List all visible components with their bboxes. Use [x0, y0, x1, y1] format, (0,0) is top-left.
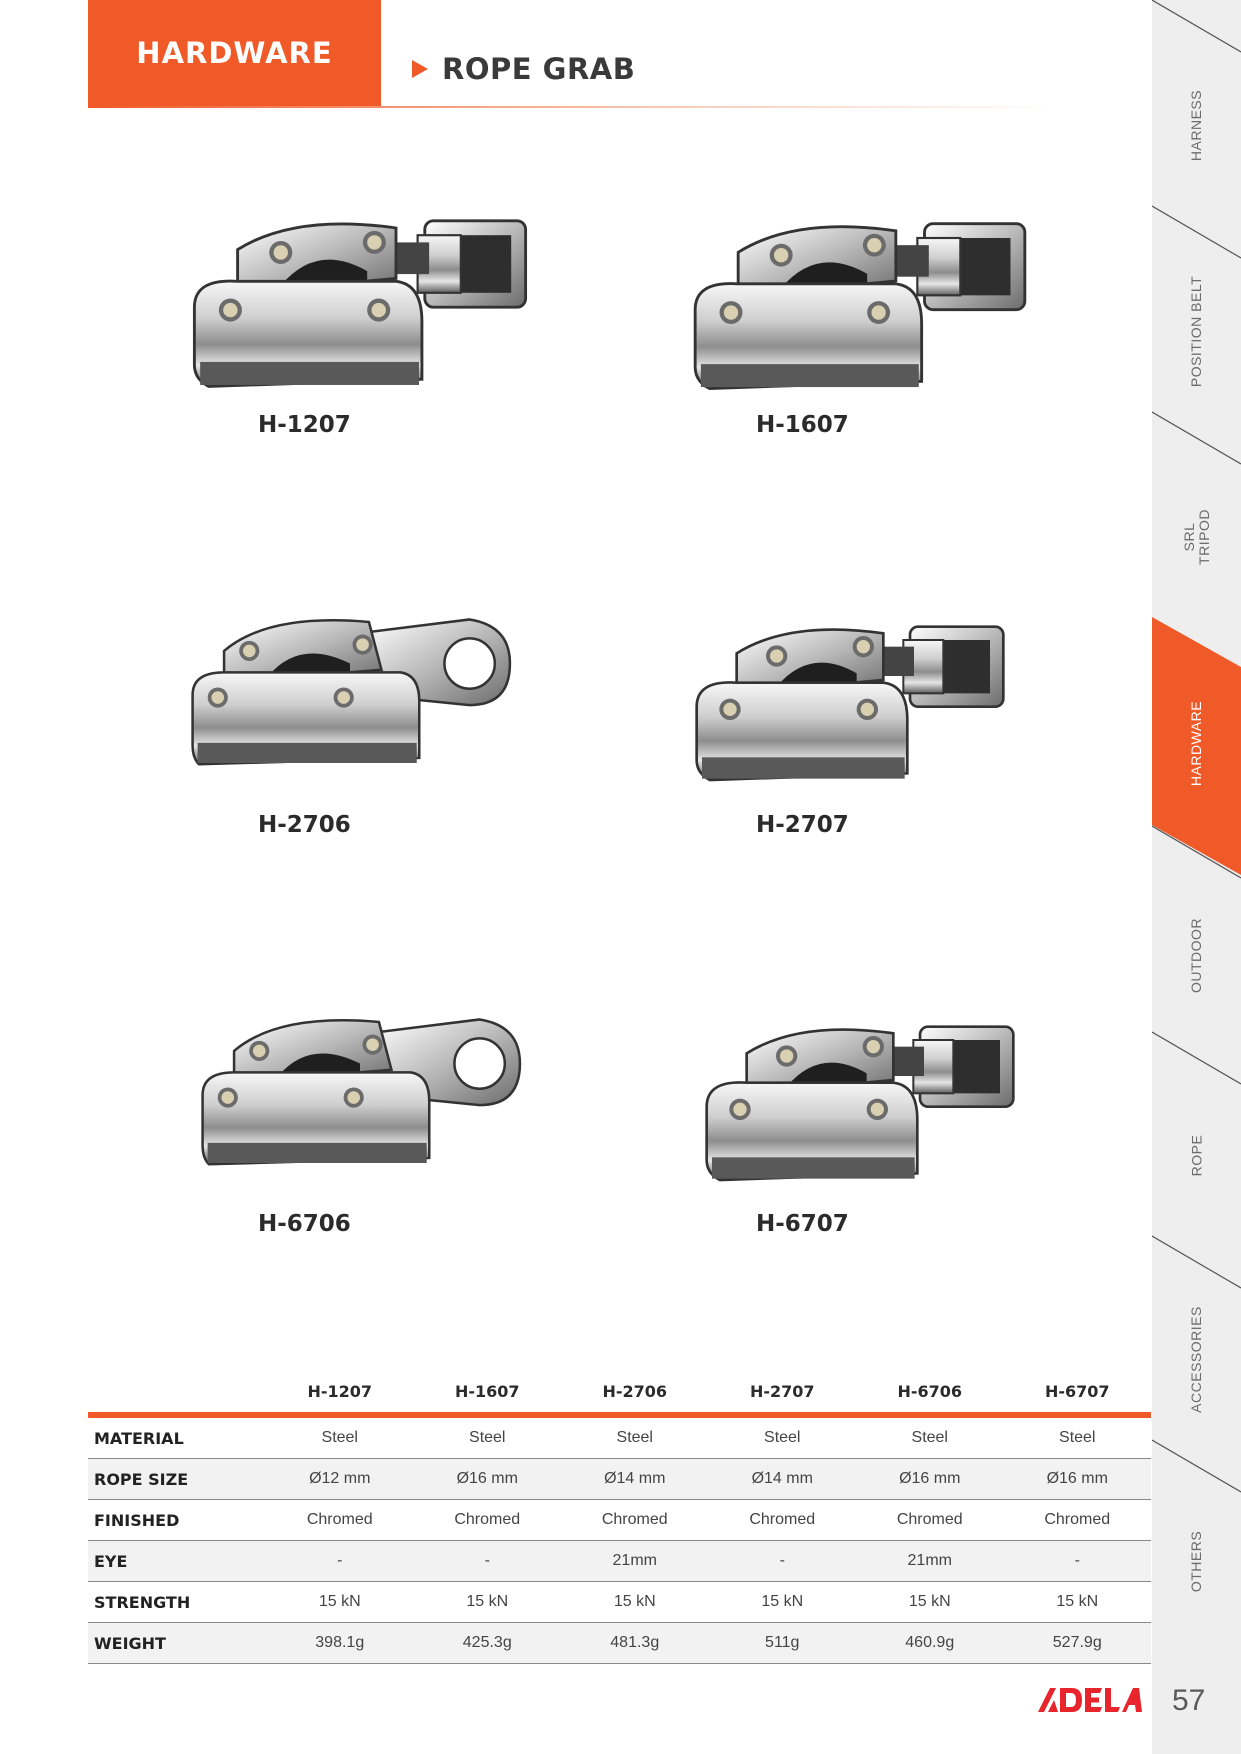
table-cell: Ø16 mm — [1004, 1459, 1152, 1500]
row-label: STRENGTH — [88, 1582, 266, 1623]
product-card — [150, 990, 570, 1200]
row-label: WEIGHT — [88, 1623, 266, 1664]
table-cell: Chromed — [856, 1500, 1004, 1541]
table-cell: Steel — [1004, 1415, 1152, 1459]
rope-grab-with-eye-image — [180, 590, 520, 800]
table-cell: Ø16 mm — [856, 1459, 1004, 1500]
table-cell: - — [266, 1541, 414, 1582]
section-heading — [412, 52, 635, 86]
table-cell: Ø14 mm — [561, 1459, 709, 1500]
table-row — [88, 1541, 1151, 1582]
product-code: H-6706 — [258, 1211, 351, 1237]
table-cell: Steel — [561, 1415, 709, 1459]
table-header-row — [88, 1370, 1151, 1415]
rope-grab-with-clamp-image — [180, 190, 540, 410]
product-code: H-2706 — [258, 812, 351, 838]
table-cell: 21mm — [561, 1541, 709, 1582]
table-cell: 481.3g — [561, 1623, 709, 1664]
table-cell: 460.9g — [856, 1623, 1004, 1664]
table-cell: Ø14 mm — [709, 1459, 857, 1500]
brand-logo — [1038, 1686, 1142, 1716]
spec-table — [88, 1370, 1151, 1664]
product-card — [640, 600, 1060, 800]
table-row — [88, 1623, 1151, 1664]
table-cell: Chromed — [561, 1500, 709, 1541]
nav-label: OUTDOOR — [1188, 917, 1204, 993]
table-cell: 15 kN — [856, 1582, 1004, 1623]
row-label: MATERIAL — [88, 1415, 266, 1459]
table-cell: Chromed — [414, 1500, 562, 1541]
table-cell: Steel — [709, 1415, 857, 1459]
table-cell: 15 kN — [709, 1582, 857, 1623]
table-cell: 425.3g — [414, 1623, 562, 1664]
column-header: H-6707 — [1004, 1370, 1152, 1415]
column-header: H-1607 — [414, 1370, 562, 1415]
category-title: HARDWARE — [136, 36, 333, 70]
table-cell: 527.9g — [1004, 1623, 1152, 1664]
table-cell: Steel — [266, 1415, 414, 1459]
nav-label: POSITION BELT — [1188, 275, 1205, 387]
nav-label: HARNESS — [1188, 89, 1204, 161]
product-card — [650, 1000, 1070, 1200]
row-label: EYE — [88, 1541, 266, 1582]
product-card — [140, 590, 560, 800]
product-card — [650, 195, 1070, 410]
table-cell: 15 kN — [414, 1582, 562, 1623]
row-label: ROPE SIZE — [88, 1459, 266, 1500]
nav-separators — [1152, 0, 1241, 1754]
table-cell: Chromed — [1004, 1500, 1152, 1541]
table-cell: 398.1g — [266, 1623, 414, 1664]
table-cell: 15 kN — [266, 1582, 414, 1623]
page-number: 57 — [1172, 1684, 1206, 1717]
rope-grab-with-eye-image — [190, 990, 530, 1200]
row-label: FINISHED — [88, 1500, 266, 1541]
table-cell: Ø16 mm — [414, 1459, 562, 1500]
nav-label: SRL TRIPOD — [1180, 509, 1212, 565]
nav-label: ROPE — [1188, 1134, 1204, 1176]
column-header: H-2707 — [709, 1370, 857, 1415]
nav-label: HARDWARE — [1188, 700, 1204, 786]
side-nav — [1152, 0, 1241, 1754]
table-row — [88, 1459, 1151, 1500]
table-cell: Steel — [856, 1415, 1004, 1459]
column-header: H-6706 — [856, 1370, 1004, 1415]
table-row — [88, 1415, 1151, 1459]
product-code: H-6707 — [756, 1211, 849, 1237]
header-divider — [88, 106, 1058, 108]
table-cell: Chromed — [709, 1500, 857, 1541]
table-cell: - — [1004, 1541, 1152, 1582]
rope-grab-with-clamp-image — [675, 600, 1025, 800]
section-title: ROPE GRAB — [442, 52, 636, 86]
nav-label: ACCESSORIES — [1188, 1305, 1205, 1413]
table-cell: 21mm — [856, 1541, 1004, 1582]
product-card — [150, 190, 570, 410]
rope-grab-with-clamp-image — [680, 1000, 1040, 1200]
product-code: H-1207 — [258, 412, 351, 438]
table-cell: Steel — [414, 1415, 562, 1459]
product-code: H-2707 — [756, 812, 849, 838]
column-header: H-2706 — [561, 1370, 709, 1415]
table-cell: 511g — [709, 1623, 857, 1664]
table-cell: - — [709, 1541, 857, 1582]
rope-grab-with-clamp-image — [680, 195, 1040, 410]
product-code: H-1607 — [756, 412, 849, 438]
table-cell: Chromed — [266, 1500, 414, 1541]
table-cell: 15 kN — [561, 1582, 709, 1623]
triangle-bullet-icon — [412, 60, 428, 78]
table-row — [88, 1500, 1151, 1541]
table-header-blank — [88, 1370, 266, 1415]
table-cell: Ø12 mm — [266, 1459, 414, 1500]
table-cell: 15 kN — [1004, 1582, 1152, 1623]
category-banner — [88, 0, 381, 106]
nav-label: OTHERS — [1188, 1530, 1204, 1592]
table-cell: - — [414, 1541, 562, 1582]
column-header: H-1207 — [266, 1370, 414, 1415]
table-row — [88, 1582, 1151, 1623]
